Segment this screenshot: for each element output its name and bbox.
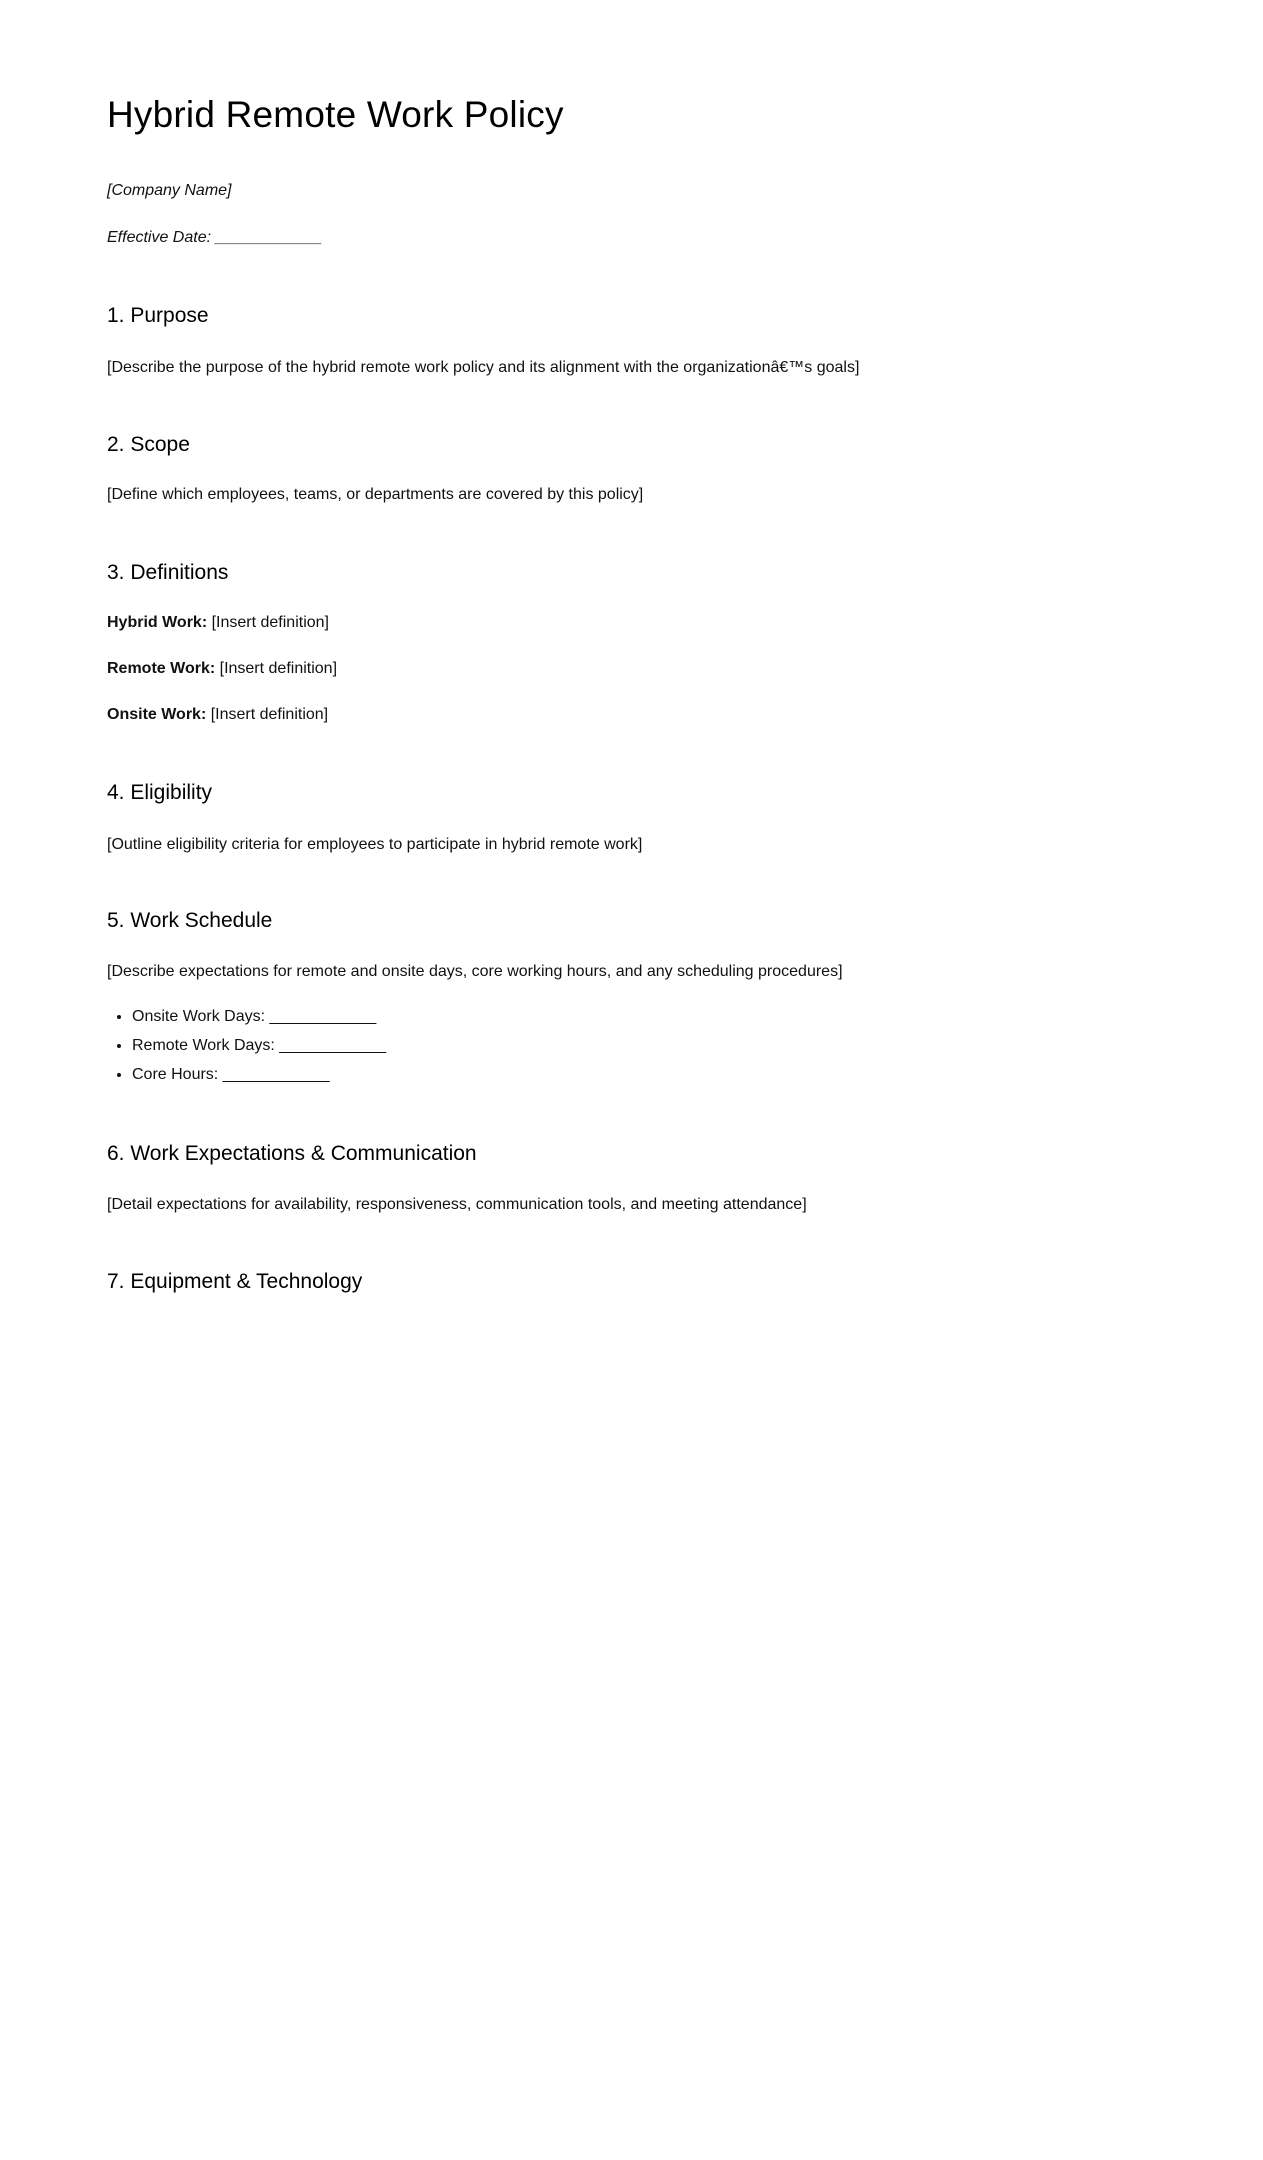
definition-term: Hybrid Work:	[107, 614, 208, 631]
definition-value: [Insert definition]	[215, 660, 338, 677]
definition-hybrid-work	[107, 614, 329, 632]
section-body-eligibility: [Outline eligibility criteria for employees to participate in hybrid remote work]	[107, 836, 643, 853]
effective-date: Effective Date: ____________	[107, 229, 323, 246]
definition-term: Remote Work:	[107, 660, 216, 677]
definition-value: [Insert definition]	[206, 706, 329, 723]
section-heading-eligibility: 4. Eligibility	[107, 781, 213, 804]
company-name: [Company Name]	[107, 182, 232, 199]
section-heading-scope: 2. Scope	[107, 433, 190, 456]
section-body-expectations: [Detail expectations for availability, responsiveness, communication tools, and meeting attendance]	[107, 1196, 807, 1213]
definition-term: Onsite Work:	[107, 706, 207, 723]
definition-value: [Insert definition]	[207, 614, 329, 631]
work-schedule-list	[107, 1006, 386, 1093]
document-title: Hybrid Remote Work Policy	[107, 94, 564, 135]
section-heading-equipment: 7. Equipment & Technology	[107, 1270, 363, 1293]
section-body-purpose: [Describe the purpose of the hybrid remote work policy and its alignment with the organizationâ€™s goals]	[107, 359, 860, 376]
section-heading-work-schedule: 5. Work Schedule	[107, 909, 273, 932]
section-heading-purpose: 1. Purpose	[107, 304, 209, 327]
section-body-scope: [Define which employees, teams, or departments are covered by this policy]	[107, 486, 644, 503]
section-heading-expectations: 6. Work Expectations & Communication	[107, 1142, 477, 1165]
section-heading-definitions: 3. Definitions	[107, 561, 229, 584]
definition-onsite-work	[107, 706, 328, 724]
section-body-work-schedule: [Describe expectations for remote and onsite days, core working hours, and any scheduling procedures]	[107, 963, 843, 980]
list-item-core-hours: • Core Hours: ____________	[132, 1064, 386, 1093]
list-item-remote-days: • Remote Work Days: ____________	[132, 1035, 386, 1064]
list-item-onsite-days: • Onsite Work Days: ____________	[132, 1006, 386, 1035]
definition-remote-work	[107, 660, 337, 678]
